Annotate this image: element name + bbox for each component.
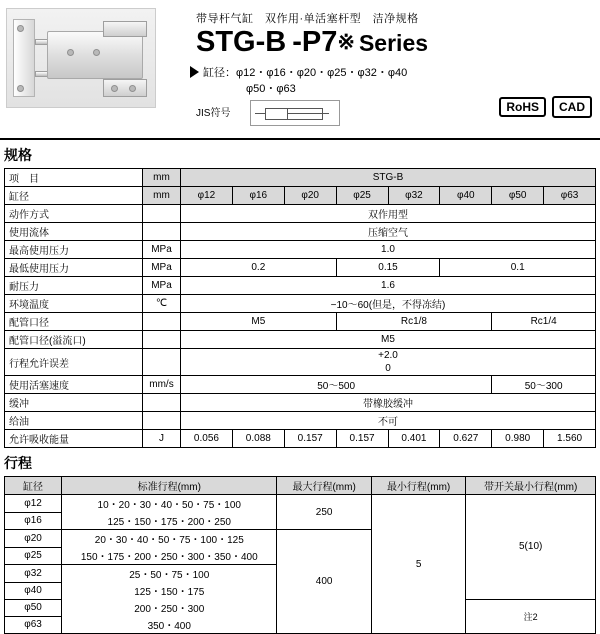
certification-badges (499, 96, 592, 118)
row-value: 0.157 (284, 430, 336, 448)
bore-label: 缸径： (203, 67, 236, 79)
table-row (5, 394, 596, 412)
series-word: Series (358, 30, 429, 56)
product-title-cn: 带导杆气缸 双作用·单活塞杆型 洁净规格 (196, 13, 419, 25)
row-value: 0.627 (440, 430, 492, 448)
bore-cell: φ63 (544, 187, 596, 205)
row-unit (143, 223, 181, 241)
row-label: 缓冲 (5, 394, 143, 412)
table-row (5, 277, 596, 295)
row-unit (143, 205, 181, 223)
stroke-header-bore: 缸径 (5, 477, 62, 495)
stroke-standard-cell: 200・250・300 (62, 599, 277, 616)
bore-cell: φ16 (232, 187, 284, 205)
stroke-bore-cell: φ16 (5, 512, 62, 530)
table-row (5, 241, 596, 259)
stroke-standard-cell: 125・150・175・200・250 (62, 512, 277, 530)
stroke-bore-cell: φ25 (5, 547, 62, 565)
product-photo (6, 8, 156, 108)
stroke-standard-cell: 350・400 (62, 616, 277, 634)
row-value: 0.980 (492, 430, 544, 448)
model-prefix: STG-B (196, 26, 287, 58)
row-unit (143, 394, 181, 412)
row-unit: mm/s (143, 376, 181, 394)
photo-hole (129, 85, 136, 92)
row-label: 给油 (5, 412, 143, 430)
table-row (5, 169, 596, 187)
row-value: 带橡胶缓冲 (181, 394, 596, 412)
row-unit (143, 331, 181, 349)
photo-hole (17, 85, 24, 92)
stroke-standard-cell: 20・30・40・50・75・100・125 (62, 530, 277, 548)
row-label: 行程允许误差 (5, 349, 143, 376)
stroke-bore-cell: φ12 (5, 495, 62, 513)
table-row (5, 313, 596, 331)
row-value: 双作用型 (181, 205, 596, 223)
photo-end-block (103, 21, 147, 37)
photo-end-block (103, 79, 147, 97)
rohs-badge: RoHS (499, 97, 546, 117)
bore-cell: φ25 (336, 187, 388, 205)
stroke-standard-cell: 10・20・30・40・50・75・100 (62, 495, 277, 513)
row-value: 0.2 (181, 259, 337, 277)
row-label: 配管口径(溢流口) (5, 331, 143, 349)
stroke-bore-cell: φ63 (5, 616, 62, 634)
row-value: 0.056 (181, 430, 233, 448)
row-label: 使用流体 (5, 223, 143, 241)
row-label: 配管口径 (5, 313, 143, 331)
row-value: M5 (181, 313, 337, 331)
row-unit (143, 313, 181, 331)
triangle-bullet-icon (190, 66, 199, 78)
unit-header-cell: mm (143, 169, 181, 187)
row-value: 1.0 (181, 241, 596, 259)
row-value: M5 (181, 331, 596, 349)
row-unit: MPa (143, 259, 181, 277)
row-unit: MPa (143, 241, 181, 259)
table-row (5, 495, 596, 513)
stroke-bore-cell: φ32 (5, 565, 62, 583)
photo-hole (93, 49, 100, 56)
bore-values-2: φ50・φ63 (246, 83, 296, 95)
table-row (5, 205, 596, 223)
table-row (5, 349, 596, 363)
row-value: Rc1/4 (492, 313, 596, 331)
photo-hole (17, 25, 24, 32)
stroke-bore-cell: φ50 (5, 599, 62, 616)
cad-badge: CAD (552, 96, 592, 118)
row-label: 环境温度 (5, 295, 143, 313)
bore-cell: φ20 (284, 187, 336, 205)
row-unit: J (143, 430, 181, 448)
bore-line-1 (190, 64, 407, 80)
bore-cell: φ32 (388, 187, 440, 205)
row-label: 缸径 (5, 187, 143, 205)
stroke-min-cell: 5 (371, 495, 465, 634)
row-unit: MPa (143, 277, 181, 295)
table-row (5, 187, 596, 205)
row-value: 50～300 (492, 376, 596, 394)
row-value: 压缩空气 (181, 223, 596, 241)
row-value: Rc1/8 (336, 313, 492, 331)
table-row (5, 430, 596, 448)
row-label: 最低使用压力 (5, 259, 143, 277)
row-unit: ℃ (143, 295, 181, 313)
row-value: 50～500 (181, 376, 492, 394)
table-row (5, 295, 596, 313)
spec-section-title: 规格 (4, 147, 32, 163)
row-unit: mm (143, 187, 181, 205)
jis-symbol-diagram (250, 100, 340, 126)
jis-label: JIS符号 (196, 108, 231, 119)
bore-cell: φ12 (181, 187, 233, 205)
row-value: 0.401 (388, 430, 440, 448)
row-value: 0 (181, 362, 596, 376)
stroke-header-switch-min: 带开关最小行程(mm) (466, 477, 596, 495)
row-value: 0.1 (440, 259, 596, 277)
row-unit (143, 412, 181, 430)
stroke-standard-cell: 125・150・175 (62, 582, 277, 599)
table-row (5, 259, 596, 277)
product-model-title (196, 26, 428, 59)
stroke-section-title: 行程 (4, 455, 32, 471)
stroke-standard-cell: 150・175・200・250・300・350・400 (62, 547, 277, 565)
stroke-header-standard: 标准行程(mm) (62, 477, 277, 495)
row-value: 1.6 (181, 277, 596, 295)
row-value: 0.15 (336, 259, 440, 277)
table-row (5, 223, 596, 241)
photo-mounting-plate (13, 19, 35, 97)
row-label: 耐压力 (5, 277, 143, 295)
stroke-bore-cell: φ20 (5, 530, 62, 548)
bore-values-1: φ12・φ16・φ20・φ25・φ32・φ40 (236, 67, 408, 79)
row-label: 最高使用压力 (5, 241, 143, 259)
row-value: 不可 (181, 412, 596, 430)
bore-cell: φ50 (492, 187, 544, 205)
row-unit (143, 349, 181, 376)
table-row (5, 477, 596, 495)
row-label: 允许吸收能量 (5, 430, 143, 448)
stroke-switch-min-cell: 5(10) (466, 495, 596, 600)
group-header-cell: STG-B (181, 169, 596, 187)
row-value: 0.088 (232, 430, 284, 448)
stroke-note-cell: 注2 (466, 599, 596, 634)
row-label: 使用活塞速度 (5, 376, 143, 394)
stroke-max-cell: 400 (277, 530, 371, 634)
specification-table (4, 168, 596, 448)
stroke-max-cell: 250 (277, 495, 371, 530)
stroke-header-min: 最小行程(mm) (371, 477, 465, 495)
photo-hole (111, 85, 118, 92)
page-header (0, 0, 600, 140)
row-value: +2.0 (181, 349, 596, 363)
table-row (5, 412, 596, 430)
model-suffix: -P7 (292, 26, 338, 58)
stroke-standard-cell: 25・50・75・100 (62, 565, 277, 583)
model-mark: ※ (337, 31, 355, 54)
row-value: 1.560 (544, 430, 596, 448)
row-value: −10～60(但是，不得冻结) (181, 295, 596, 313)
stroke-table (4, 476, 596, 634)
row-value: 0.157 (336, 430, 388, 448)
table-row (5, 331, 596, 349)
item-header-cell: 项 目 (5, 169, 143, 187)
stroke-header-max: 最大行程(mm) (277, 477, 371, 495)
row-label: 动作方式 (5, 205, 143, 223)
stroke-bore-cell: φ40 (5, 582, 62, 599)
table-row (5, 376, 596, 394)
bore-cell: φ40 (440, 187, 492, 205)
photo-hole (67, 49, 74, 56)
